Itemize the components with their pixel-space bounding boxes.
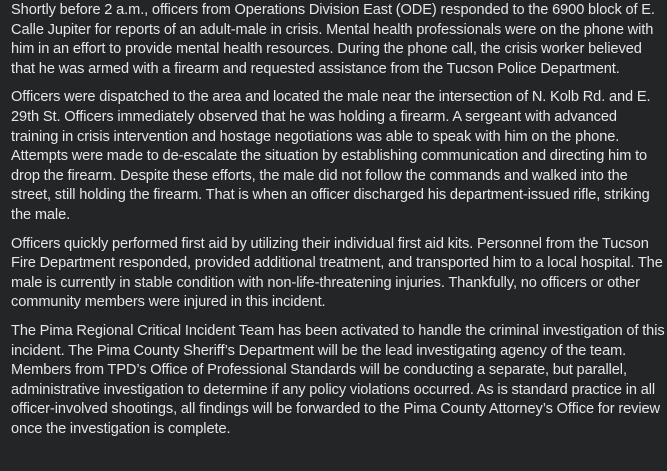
post-paragraph-2: Officers were dispatched to the area and located the male near the intersection of N. Kolb Rd. and E. 29th St. Officers immediately observed that he was holding a firearm. A sergeant with advanced training in crisis intervention and hostage negotiations was able to speak with him on the phone. Attempts were made to de-escalate the situation by establishing communication and directing him to drop the firearm. Despite these efforts, the male did not follow the commands and walked into the street, still holding the firearm. That is when an officer discharged his department-issued rifle, striking the male.: [11, 89, 651, 223]
post-body: [0, 1, 667, 471]
post-paragraph-1: Shortly before 2 a.m., officers from Operations Division East (ODE) responded to the 6900 block of E. Calle Jupiter for reports of an adult-male in crisis. Mental health professionals were on the phone with him in an effort to provide mental health resources. During the phone call, the crisis worker believed that he was armed with a firearm and requested assistance from the Tucson Police Department.: [11, 2, 655, 77]
post-paragraph-4: The Pima Regional Critical Incident Team has been activated to handle the criminal investigation of this incident. The Pima County Sheriff’s Department will be the lead investigating agency of the team. Members from TPD’s Office of Professional Standards will be conducting a separate, but parallel, administrative investigation to determine if any policy violations occurred. As is standard practice in all officer-involved shootings, all findings will be forwarded to the Pima County Attorney’s Office for review once the investigation is complete.: [11, 322, 665, 437]
post-paragraph-3: Officers quickly performed first aid by utilizing their individual first aid kits. Personnel from the Tucson Fire Department responded, provided additional treatment, and transported him to a local hospital. The male is currently in stable condition with non-life-threatening injuries. Thankfully, no officers or other community members were injured in this incident.: [11, 235, 663, 311]
